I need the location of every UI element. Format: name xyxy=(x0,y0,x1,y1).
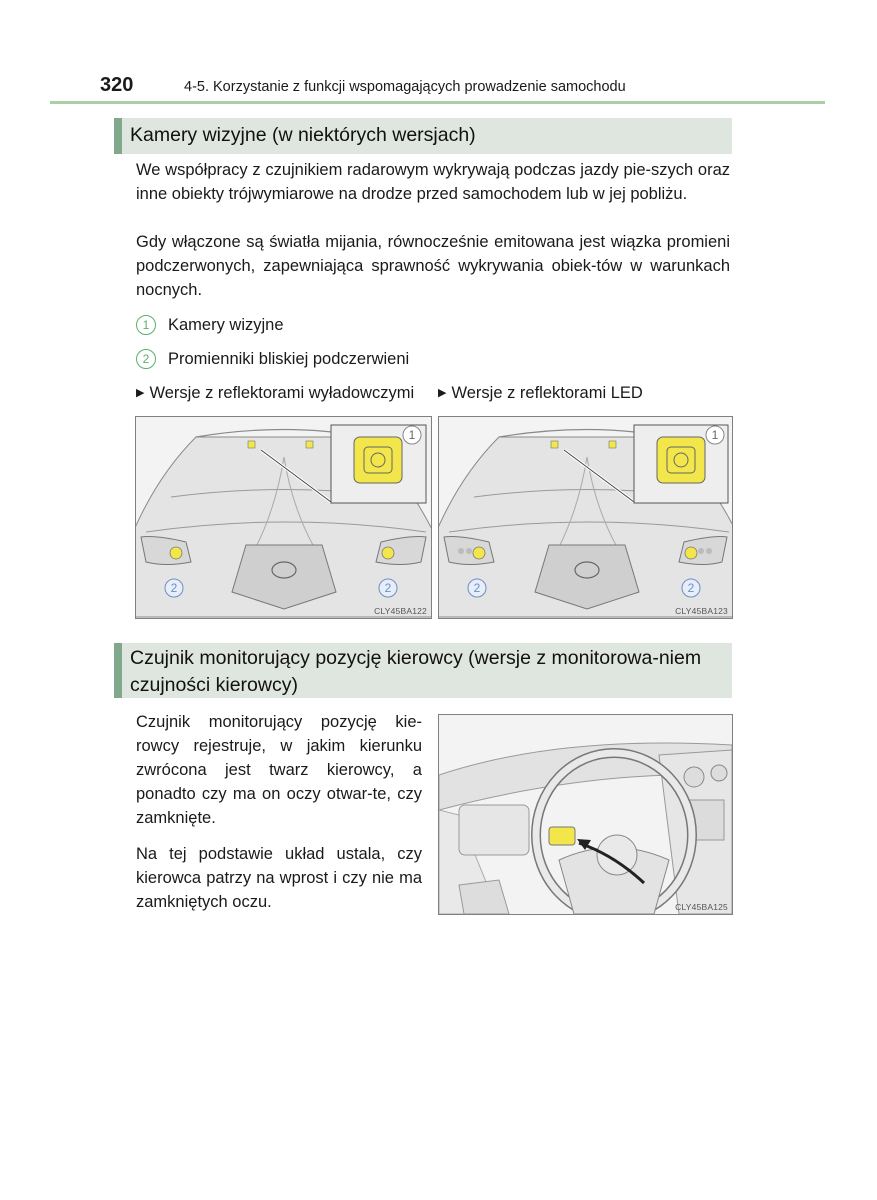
figure-code: CLY45BA125 xyxy=(675,902,728,912)
version-label-led xyxy=(438,384,643,403)
page-header xyxy=(100,74,825,102)
section-title: Kamery wizyjne (w niektórych wersjach) xyxy=(130,124,476,146)
figure-code: CLY45BA122 xyxy=(374,606,427,616)
car-front-illustration xyxy=(439,417,732,618)
header-divider xyxy=(50,101,825,104)
triangle-bullet-icon: ▶ xyxy=(136,387,145,399)
callout-2-right: 2 xyxy=(384,581,392,595)
paragraph-driver-sensor: Czujnik monitorujący pozycję kie-rowcy rejestruje, w jakim kierunku zwrócona jest twarz kierowcy, a ponadto czy ma on oczy otwar-te, czy zamknięte. xyxy=(136,713,422,827)
car-front-illustration xyxy=(136,417,431,618)
section-heading-driver-monitor xyxy=(114,643,732,698)
figure-steering-wheel-sensor xyxy=(438,714,733,915)
paragraph-infrared: Gdy włączone są światła mijania, równocześnie emitowana jest wiązka promieni podczerwonych, zapewniająca sprawność wykrywania obiek-tów w warunkach nocnych. xyxy=(136,233,730,299)
section-marker xyxy=(114,118,122,154)
section-heading-cameras xyxy=(114,118,732,154)
callout-1: 1 xyxy=(408,428,416,442)
callout-2-left: 2 xyxy=(473,581,481,595)
legend-item-cameras xyxy=(136,315,284,335)
callout-2-left: 2 xyxy=(170,581,178,595)
page-number: 320 xyxy=(100,74,134,96)
chapter-title: 4-5. Korzystanie z funkcji wspomagających prowadzenie samochodu xyxy=(184,79,626,95)
figure-code: CLY45BA123 xyxy=(675,606,728,616)
version-text: Wersje z reflektorami LED xyxy=(451,384,643,402)
paragraph-driver-evaluation: Na tej podstawie układ ustala, czy kierowca patrzy na wprost i czy nie ma zamkniętych oczu. xyxy=(136,845,422,911)
legend-item-infrared xyxy=(136,349,409,369)
triangle-bullet-icon: ▶ xyxy=(438,387,447,399)
legend-label: Promienniki bliskiej podczerwieni xyxy=(168,350,410,368)
dashboard-illustration xyxy=(439,715,732,914)
section-title: Czujnik monitorujący pozycję kierowcy (wersje z monitorowa-niem czujności kierowcy) xyxy=(130,647,702,696)
version-label-discharge xyxy=(136,384,414,403)
callout-2-right: 2 xyxy=(687,581,695,595)
callout-number: 2 xyxy=(136,349,156,369)
paragraph-camera-detection: We współpracy z czujnikiem radarowym wykrywają podczas jazdy pie-szych oraz inne obiekty trójwymiarowe na drodze przed samochodem lub w jej pobliżu. xyxy=(136,161,730,203)
figure-car-front-discharge xyxy=(135,416,432,619)
callout-1: 1 xyxy=(711,428,719,442)
version-text: Wersje z reflektorami wyładowczymi xyxy=(149,384,415,402)
figure-car-front-led xyxy=(438,416,733,619)
callout-number: 1 xyxy=(136,315,156,335)
legend-label: Kamery wizyjne xyxy=(168,316,284,334)
section-marker xyxy=(114,643,122,698)
